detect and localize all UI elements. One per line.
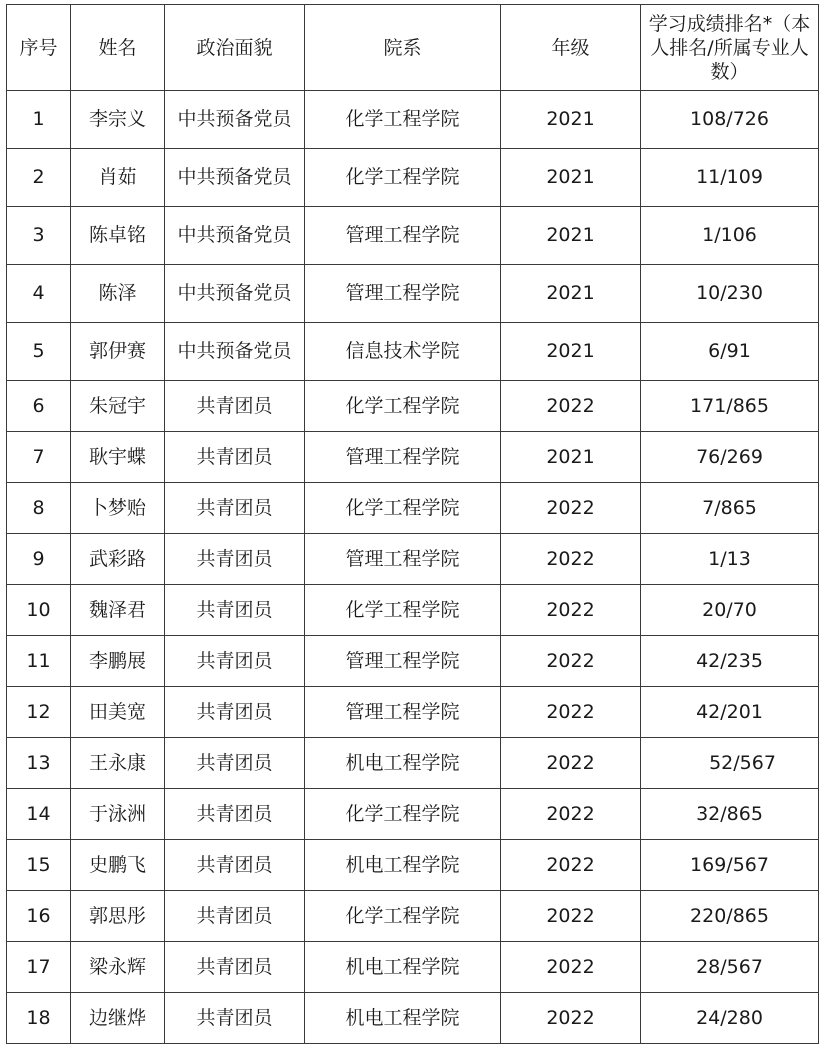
cell-grade: 2021 <box>501 207 641 265</box>
cell-no: 3 <box>7 207 71 265</box>
cell-no: 18 <box>7 993 71 1044</box>
cell-dept: 管理工程学院 <box>305 534 501 585</box>
cell-grade: 2022 <box>501 585 641 636</box>
cell-no: 7 <box>7 432 71 483</box>
table-row <box>7 993 819 1044</box>
cell-grade: 2021 <box>501 265 641 323</box>
cell-name: 耿宇蝶 <box>71 432 165 483</box>
cell-rank: 24/280 <box>641 993 819 1044</box>
cell-name: 田美宽 <box>71 687 165 738</box>
cell-rank: 1/13 <box>641 534 819 585</box>
cell-no: 9 <box>7 534 71 585</box>
cell-dept: 化学工程学院 <box>305 91 501 149</box>
table-row <box>7 942 819 993</box>
header-cell-dept: 院系 <box>305 5 501 91</box>
cell-no: 12 <box>7 687 71 738</box>
cell-name: 史鹏飞 <box>71 840 165 891</box>
cell-political: 共青团员 <box>165 993 305 1044</box>
table-row <box>7 381 819 432</box>
cell-rank <box>641 738 819 789</box>
header-cell-political: 政治面貌 <box>165 5 305 91</box>
cell-political: 共青团员 <box>165 432 305 483</box>
cell-name: 武彩路 <box>71 534 165 585</box>
header-cell-rank: 学习成绩排名*（本人排名/所属专业人数） <box>641 5 819 91</box>
cell-political: 中共预备党员 <box>165 149 305 207</box>
cell-name: 郭思彤 <box>71 891 165 942</box>
table-row <box>7 687 819 738</box>
cell-rank: 1/106 <box>641 207 819 265</box>
table-row <box>7 265 819 323</box>
cell-rank: 7/865 <box>641 483 819 534</box>
cell-grade: 2022 <box>501 789 641 840</box>
cell-political: 共青团员 <box>165 534 305 585</box>
table-row <box>7 207 819 265</box>
table-row <box>7 323 819 381</box>
cell-no: 17 <box>7 942 71 993</box>
cell-rank: 108/726 <box>641 91 819 149</box>
cell-dept: 机电工程学院 <box>305 738 501 789</box>
cell-rank: 32/865 <box>641 789 819 840</box>
header-cell-name: 姓名 <box>71 5 165 91</box>
rank-value: 52/567 <box>709 751 776 774</box>
cell-political: 共青团员 <box>165 942 305 993</box>
cell-political: 共青团员 <box>165 840 305 891</box>
cell-name: 李鹏展 <box>71 636 165 687</box>
cell-grade: 2021 <box>501 432 641 483</box>
cell-political: 共青团员 <box>165 789 305 840</box>
cell-grade: 2022 <box>501 840 641 891</box>
header-cell-grade: 年级 <box>501 5 641 91</box>
cell-dept: 化学工程学院 <box>305 381 501 432</box>
cell-no: 14 <box>7 789 71 840</box>
table-row <box>7 585 819 636</box>
cell-grade: 2022 <box>501 381 641 432</box>
cell-name: 王永康 <box>71 738 165 789</box>
cell-rank: 28/567 <box>641 942 819 993</box>
cell-name: 陈泽 <box>71 265 165 323</box>
cell-dept: 管理工程学院 <box>305 265 501 323</box>
student-ranking-table <box>6 4 819 1044</box>
cell-no: 4 <box>7 265 71 323</box>
cell-dept: 信息技术学院 <box>305 323 501 381</box>
cell-no: 13 <box>7 738 71 789</box>
table-row <box>7 534 819 585</box>
cell-dept: 管理工程学院 <box>305 207 501 265</box>
cell-name: 李宗义 <box>71 91 165 149</box>
table-row <box>7 636 819 687</box>
cell-rank: 10/230 <box>641 265 819 323</box>
table-row <box>7 432 819 483</box>
cell-no: 15 <box>7 840 71 891</box>
cell-name: 肖茹 <box>71 149 165 207</box>
cell-name: 朱冠宇 <box>71 381 165 432</box>
cell-grade: 2022 <box>501 891 641 942</box>
cell-grade: 2022 <box>501 534 641 585</box>
cell-grade: 2022 <box>501 942 641 993</box>
table-row <box>7 483 819 534</box>
cell-political: 中共预备党员 <box>165 265 305 323</box>
cell-grade: 2021 <box>501 149 641 207</box>
cell-no: 10 <box>7 585 71 636</box>
cell-no: 2 <box>7 149 71 207</box>
cell-grade: 2022 <box>501 993 641 1044</box>
cell-dept: 化学工程学院 <box>305 789 501 840</box>
table-row <box>7 840 819 891</box>
cell-rank: 20/70 <box>641 585 819 636</box>
cell-no: 8 <box>7 483 71 534</box>
cell-political: 共青团员 <box>165 585 305 636</box>
cell-dept: 管理工程学院 <box>305 636 501 687</box>
table-row <box>7 91 819 149</box>
cell-political: 共青团员 <box>165 687 305 738</box>
cell-grade: 2022 <box>501 483 641 534</box>
cell-dept: 机电工程学院 <box>305 993 501 1044</box>
cell-dept: 管理工程学院 <box>305 687 501 738</box>
cell-dept: 化学工程学院 <box>305 149 501 207</box>
cell-rank: 171/865 <box>641 381 819 432</box>
header-row <box>7 5 819 91</box>
cell-name: 魏泽君 <box>71 585 165 636</box>
cell-political: 共青团员 <box>165 891 305 942</box>
cell-dept: 机电工程学院 <box>305 840 501 891</box>
cell-grade: 2022 <box>501 636 641 687</box>
cell-no: 5 <box>7 323 71 381</box>
cell-political: 共青团员 <box>165 483 305 534</box>
cell-rank: 42/235 <box>641 636 819 687</box>
cell-name: 边继烨 <box>71 993 165 1044</box>
cell-rank: 169/567 <box>641 840 819 891</box>
cell-name: 卜梦贻 <box>71 483 165 534</box>
cell-dept: 化学工程学院 <box>305 585 501 636</box>
cell-dept: 化学工程学院 <box>305 483 501 534</box>
header-cell-no: 序号 <box>7 5 71 91</box>
cell-name: 梁永辉 <box>71 942 165 993</box>
cell-rank: 6/91 <box>641 323 819 381</box>
table-row <box>7 891 819 942</box>
cell-rank: 220/865 <box>641 891 819 942</box>
cell-name: 于泳洲 <box>71 789 165 840</box>
cell-political: 共青团员 <box>165 738 305 789</box>
cell-dept: 机电工程学院 <box>305 942 501 993</box>
cell-rank: 11/109 <box>641 149 819 207</box>
cell-grade: 2021 <box>501 91 641 149</box>
cell-rank: 76/269 <box>641 432 819 483</box>
cell-dept: 化学工程学院 <box>305 891 501 942</box>
cell-political: 中共预备党员 <box>165 91 305 149</box>
cell-no: 1 <box>7 91 71 149</box>
cell-grade: 2021 <box>501 323 641 381</box>
table-row <box>7 789 819 840</box>
cell-name: 陈卓铭 <box>71 207 165 265</box>
cell-no: 11 <box>7 636 71 687</box>
cell-political: 中共预备党员 <box>165 323 305 381</box>
cell-political: 共青团员 <box>165 381 305 432</box>
cell-political: 中共预备党员 <box>165 207 305 265</box>
cell-political: 共青团员 <box>165 636 305 687</box>
table-row <box>7 738 819 789</box>
table-row <box>7 149 819 207</box>
cell-no: 16 <box>7 891 71 942</box>
cell-grade: 2022 <box>501 687 641 738</box>
cell-no: 6 <box>7 381 71 432</box>
cell-rank: 42/201 <box>641 687 819 738</box>
cell-dept: 管理工程学院 <box>305 432 501 483</box>
cell-name: 郭伊赛 <box>71 323 165 381</box>
cell-grade: 2022 <box>501 738 641 789</box>
table-body <box>7 91 819 1044</box>
